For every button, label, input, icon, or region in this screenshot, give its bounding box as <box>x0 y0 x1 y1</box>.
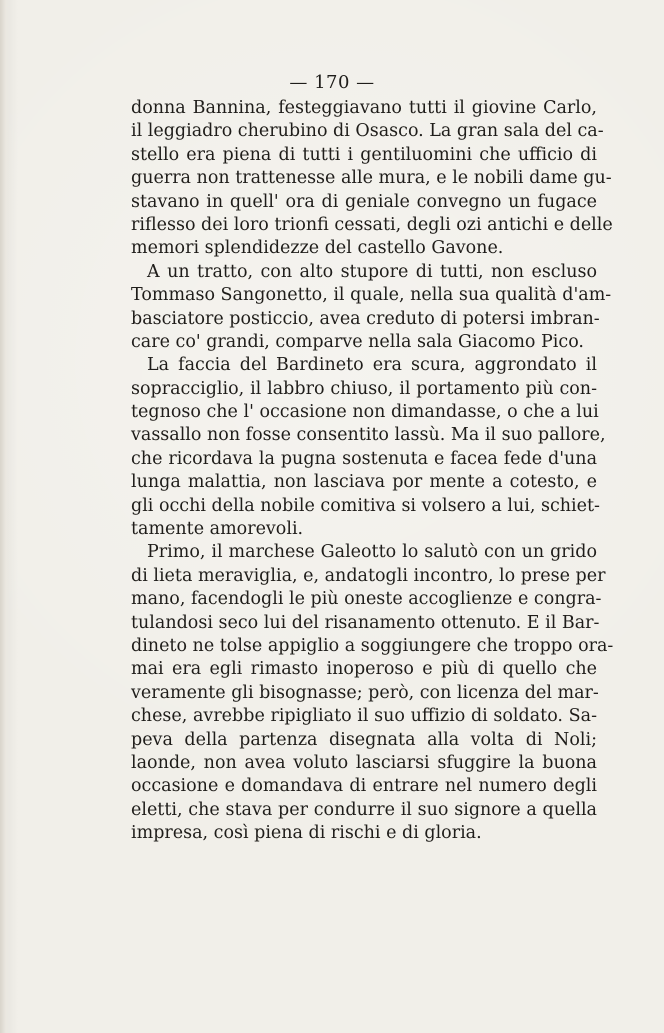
text-line: tegnoso che l' occasione non dimandasse, o che a lui <box>131 402 599 423</box>
text-line: sopracciglio, il labbro chiuso, il portamento più con- <box>131 378 597 399</box>
text-line: care co' grandi, comparve nella sala Giacomo Pico. <box>131 331 584 352</box>
page-gutter <box>0 0 10 1033</box>
text-line: riflesso dei loro trionfi cessati, degli ozi antichi e delle <box>131 214 613 235</box>
text-line: occasione e domandava di entrare nel numero degli <box>131 776 597 797</box>
text-line: Primo, il marchese Galeotto lo salutò con un grido <box>147 542 597 563</box>
text-line: impresa, così piena di rischi e di gloria. <box>131 823 482 844</box>
text-line: A un tratto, con alto stupore di tutti, non escluso <box>147 261 597 282</box>
text-line: mai era egli rimasto inoperoso e più di quello che <box>131 659 597 680</box>
text-line: lunga malattia, non lasciava por mente a cotesto, e <box>131 472 597 493</box>
text-line: di lieta meraviglia, e, andatogli incontro, lo prese per <box>131 565 606 586</box>
text-line: eletti, che stava per condurre il suo signore a quella <box>131 799 597 820</box>
text-line: guerra non trattenesse alle mura, e le nobili dame gu- <box>131 168 612 189</box>
text-line: dineto ne tolse appiglio a soggiungere che troppo ora- <box>131 635 614 656</box>
page-number: — 170 — <box>289 72 375 93</box>
text-line: che ricordava la pugna sostenuta e facea fede d'una <box>131 448 597 469</box>
text-line: veramente gli bisognasse; però, con licenza del mar- <box>131 682 599 703</box>
text-line: mano, facendogli le più oneste accoglienze e congra- <box>131 589 602 610</box>
paragraph-2 <box>131 261 612 355</box>
text-line: peva della partenza disegnata alla volta di Noli; <box>131 729 597 750</box>
text-line: basciatore posticcio, avea creduto di potersi imbran- <box>131 308 600 329</box>
text-line: laonde, non avea voluto lasciarsi sfuggire la buona <box>131 752 597 773</box>
text-line: stello era piena di tutti i gentiluomini che ufficio di <box>131 144 597 165</box>
text-line: Tommaso Sangonetto, il quale, nella sua qualità d'am- <box>131 285 612 306</box>
text-line: La faccia del Bardineto era scura, aggrondato il <box>147 355 597 376</box>
text-line: stavano in quell' ora di geniale convegno un fugace <box>131 191 597 212</box>
text-line: il leggiadro cherubino di Osasco. La gran sala del ca- <box>131 121 604 142</box>
text-line: gli occhi della nobile comitiva si volsero a lui, schiet- <box>131 495 600 516</box>
text-line: tulandosi seco lui del risanamento ottenuto. E il Bar- <box>131 612 600 633</box>
text-line: donna Bannina, festeggiavano tutti il giovine Carlo, <box>131 98 597 118</box>
text-line: vassallo non fosse consentito lassù. Ma il suo pallore, <box>131 425 606 446</box>
text-line: tamente amorevoli. <box>131 519 304 540</box>
text-line: memori splendidezze del castello Gavone. <box>131 238 504 259</box>
paragraph-3 <box>131 354 606 541</box>
paragraph-1 <box>131 97 613 261</box>
body-text <box>131 97 614 846</box>
text-line: chese, avrebbe ripigliato il suo uffizio di soldato. Sa- <box>131 706 597 727</box>
paragraph-4 <box>131 541 614 845</box>
